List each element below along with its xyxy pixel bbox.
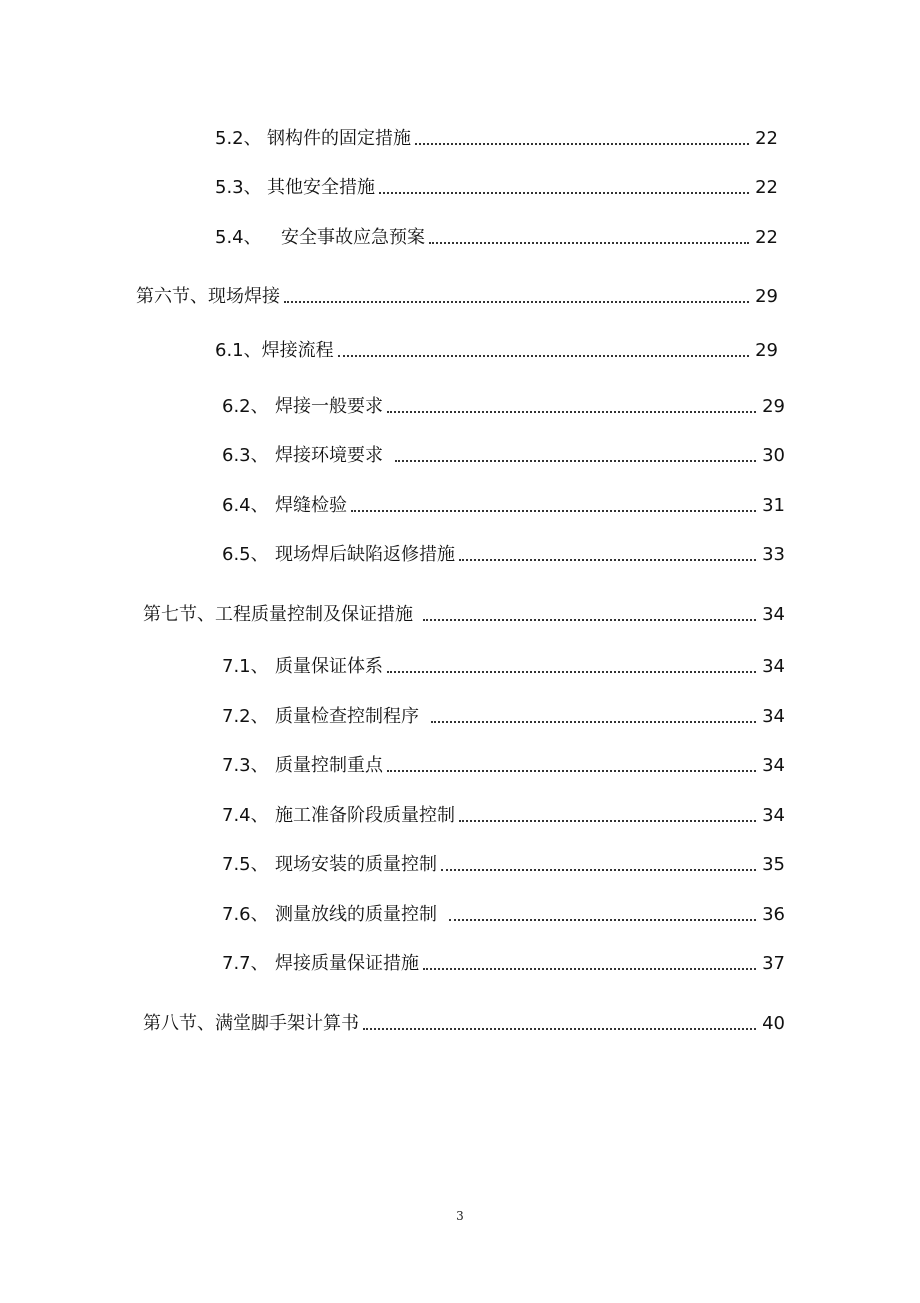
toc-entry-number: 6.4、 (222, 495, 269, 516)
toc-entry-title: 质量控制重点 (275, 755, 383, 776)
toc-entry-7-2[interactable] (222, 704, 785, 730)
toc-entry-7-7[interactable] (222, 951, 785, 977)
toc-entry-page: 22 (755, 227, 778, 248)
toc-entry-section-6[interactable] (136, 284, 778, 310)
toc-entry-page: 33 (762, 544, 785, 565)
toc-entry-6-4[interactable] (222, 493, 785, 519)
toc-entry-title: 其他安全措施 (267, 177, 375, 198)
toc-dot-leader (363, 1028, 756, 1030)
toc-dot-leader (459, 559, 756, 561)
toc-entry-number: 7.3、 (222, 755, 269, 776)
toc-entry-5-3[interactable] (215, 175, 778, 201)
toc-entry-title: 第六节、现场焊接 (136, 286, 280, 307)
toc-entry-number: 5.3、 (215, 177, 262, 198)
toc-entry-number: 7.2、 (222, 706, 269, 727)
toc-entry-page: 22 (755, 177, 778, 198)
toc-entry-section-7[interactable] (143, 602, 785, 628)
toc-dot-leader (441, 869, 756, 871)
toc-entry-5-4[interactable] (215, 225, 778, 251)
toc-entry-number: 5.4、 (215, 227, 262, 248)
toc-entry-title: 现场焊后缺陷返修措施 (275, 544, 455, 565)
toc-entry-page: 22 (755, 128, 778, 149)
toc-entry-page: 34 (762, 706, 785, 727)
toc-dot-leader (429, 242, 749, 244)
toc-entry-page: 35 (762, 854, 785, 875)
toc-dot-leader (387, 671, 756, 673)
toc-entry-title: 安全事故应急预案 (281, 227, 425, 248)
toc-entry-title: 现场安装的质量控制 (275, 854, 437, 875)
toc-entry-number: 7.1、 (222, 656, 269, 677)
toc-dot-leader (423, 968, 756, 970)
toc-entry-title: 施工准备阶段质量控制 (275, 805, 455, 826)
toc-entry-page: 37 (762, 953, 785, 974)
toc-entry-page: 34 (762, 805, 785, 826)
toc-entry-page: 34 (762, 656, 785, 677)
toc-entry-page: 36 (762, 904, 785, 925)
toc-entry-page: 34 (762, 755, 785, 776)
toc-entry-title: 焊接质量保证措施 (275, 953, 419, 974)
toc-entry-7-4[interactable] (222, 803, 785, 829)
toc-entry-page: 40 (762, 1013, 785, 1034)
toc-entry-page: 31 (762, 495, 785, 516)
toc-entry-title: 焊接一般要求 (275, 396, 383, 417)
toc-entry-section-8[interactable] (143, 1011, 785, 1037)
toc-entry-page: 29 (755, 286, 778, 307)
toc-entry-6-3[interactable] (222, 443, 785, 469)
toc-entry-number: 5.2、 (215, 128, 262, 149)
toc-dot-leader (351, 510, 756, 512)
toc-dot-leader (415, 143, 749, 145)
toc-entry-7-6[interactable] (222, 902, 785, 928)
toc-entry-5-2[interactable] (215, 126, 778, 152)
toc-entry-title: 6.1、焊接流程 (215, 340, 334, 361)
toc-dot-leader (387, 411, 756, 413)
toc-entry-6-2[interactable] (222, 394, 785, 420)
toc-entry-number: 7.4、 (222, 805, 269, 826)
toc-entry-page: 30 (762, 445, 785, 466)
toc-entry-number: 7.6、 (222, 904, 269, 925)
toc-dot-leader (459, 820, 756, 822)
toc-entry-title: 钢构件的固定措施 (267, 128, 411, 149)
toc-dot-leader (449, 919, 756, 921)
toc-entry-6-1[interactable] (215, 338, 778, 364)
toc-dot-leader (395, 460, 756, 462)
page-number: 3 (456, 1209, 464, 1223)
toc-dot-leader (284, 301, 749, 303)
toc-entry-title: 焊缝检验 (275, 495, 347, 516)
toc-entry-6-5[interactable] (222, 542, 785, 568)
toc-entry-page: 34 (762, 604, 785, 625)
toc-dot-leader (387, 770, 756, 772)
toc-entry-title: 焊接环境要求 (275, 445, 383, 466)
toc-entry-title: 测量放线的质量控制 (275, 904, 437, 925)
toc-entry-title: 质量保证体系 (275, 656, 383, 677)
toc-entry-7-1[interactable] (222, 654, 785, 680)
toc-entry-number: 6.5、 (222, 544, 269, 565)
toc-entry-number: 7.7、 (222, 953, 269, 974)
toc-entry-number: 7.5、 (222, 854, 269, 875)
toc-entry-7-5[interactable] (222, 852, 785, 878)
toc-dot-leader (431, 721, 756, 723)
toc-dot-leader (423, 619, 756, 621)
toc-dot-leader (338, 355, 749, 357)
toc-dot-leader (379, 192, 749, 194)
toc-entry-title: 第八节、满堂脚手架计算书 (143, 1013, 359, 1034)
toc-entry-number: 6.3、 (222, 445, 269, 466)
toc-entry-title: 第七节、工程质量控制及保证措施 (143, 604, 413, 625)
toc-entry-number: 6.2、 (222, 396, 269, 417)
toc-entry-page: 29 (755, 340, 778, 361)
toc-entry-7-3[interactable] (222, 753, 785, 779)
toc-entry-title: 质量检查控制程序 (275, 706, 419, 727)
toc-entry-page: 29 (762, 396, 785, 417)
